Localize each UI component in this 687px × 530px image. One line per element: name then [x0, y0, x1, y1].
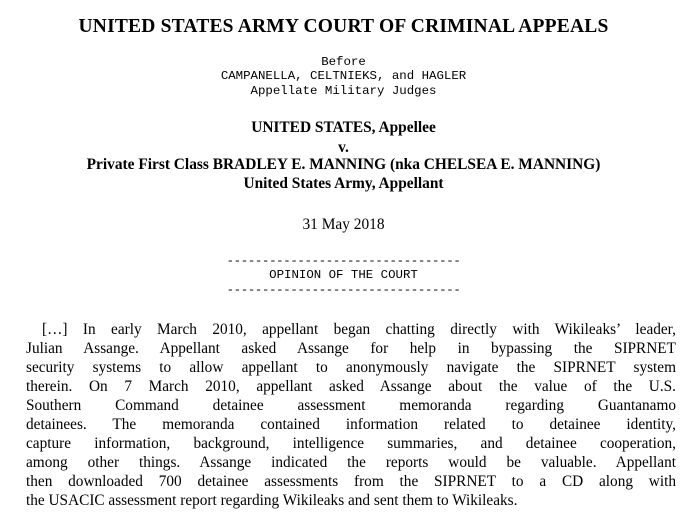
judges-names: CAMPANELLA, CELTNIEKS, and HAGLER	[220, 69, 467, 83]
body-line: capture information, background, intelligence summaries, and detainee cooperation,	[26, 435, 676, 452]
body-line: […] In early March 2010, appellant began chatting directly with Wikileaks’ leader,	[42, 321, 676, 338]
opinion-rule-bottom: ---------------------------------	[226, 283, 461, 297]
opinion-rule-top: ---------------------------------	[226, 254, 461, 268]
court-title: UNITED STATES ARMY COURT OF CRIMINAL APPEALS	[78, 16, 609, 37]
body-line: detainees. The memoranda contained information related to detainee identity,	[26, 416, 676, 433]
body-line: then downloaded 700 detainee assessments from the SIPRNET to a CD along with	[26, 473, 676, 490]
opinion-heading: OPINION OF THE COURT	[269, 268, 418, 282]
versus-line: v.	[338, 139, 349, 156]
body-line: the USACIC assessment report regarding Wikileaks and sent them to Wikileaks.	[26, 492, 518, 509]
judges-title: Appellate Military Judges	[250, 84, 437, 98]
body-line: therein. On 7 March 2010, appellant asked Assange about the value of the U.S.	[26, 378, 676, 395]
opinion-body-paragraph	[26, 320, 676, 510]
appellant-role-line: United States Army, Appellant	[243, 175, 444, 192]
appellee-line: UNITED STATES, Appellee	[251, 119, 436, 136]
body-line: security systems to allow appellant to anonymously navigate the SIPRNET system	[26, 359, 676, 376]
appellant-name-line: Private First Class BRADLEY E. MANNING (nka CHELSEA E. MANNING)	[86, 156, 601, 173]
decision-date: 31 May 2018	[302, 216, 385, 233]
body-line: Julian Assange. Appellant asked Assange for help in bypassing the SIPRNET	[26, 340, 676, 357]
body-line: Southern Command detainee assessment memoranda regarding Guantanamo	[26, 397, 676, 414]
before-label: Before	[321, 55, 366, 69]
body-line: among other things. Assange indicated the reports would be valuable. Appellant	[26, 454, 676, 471]
